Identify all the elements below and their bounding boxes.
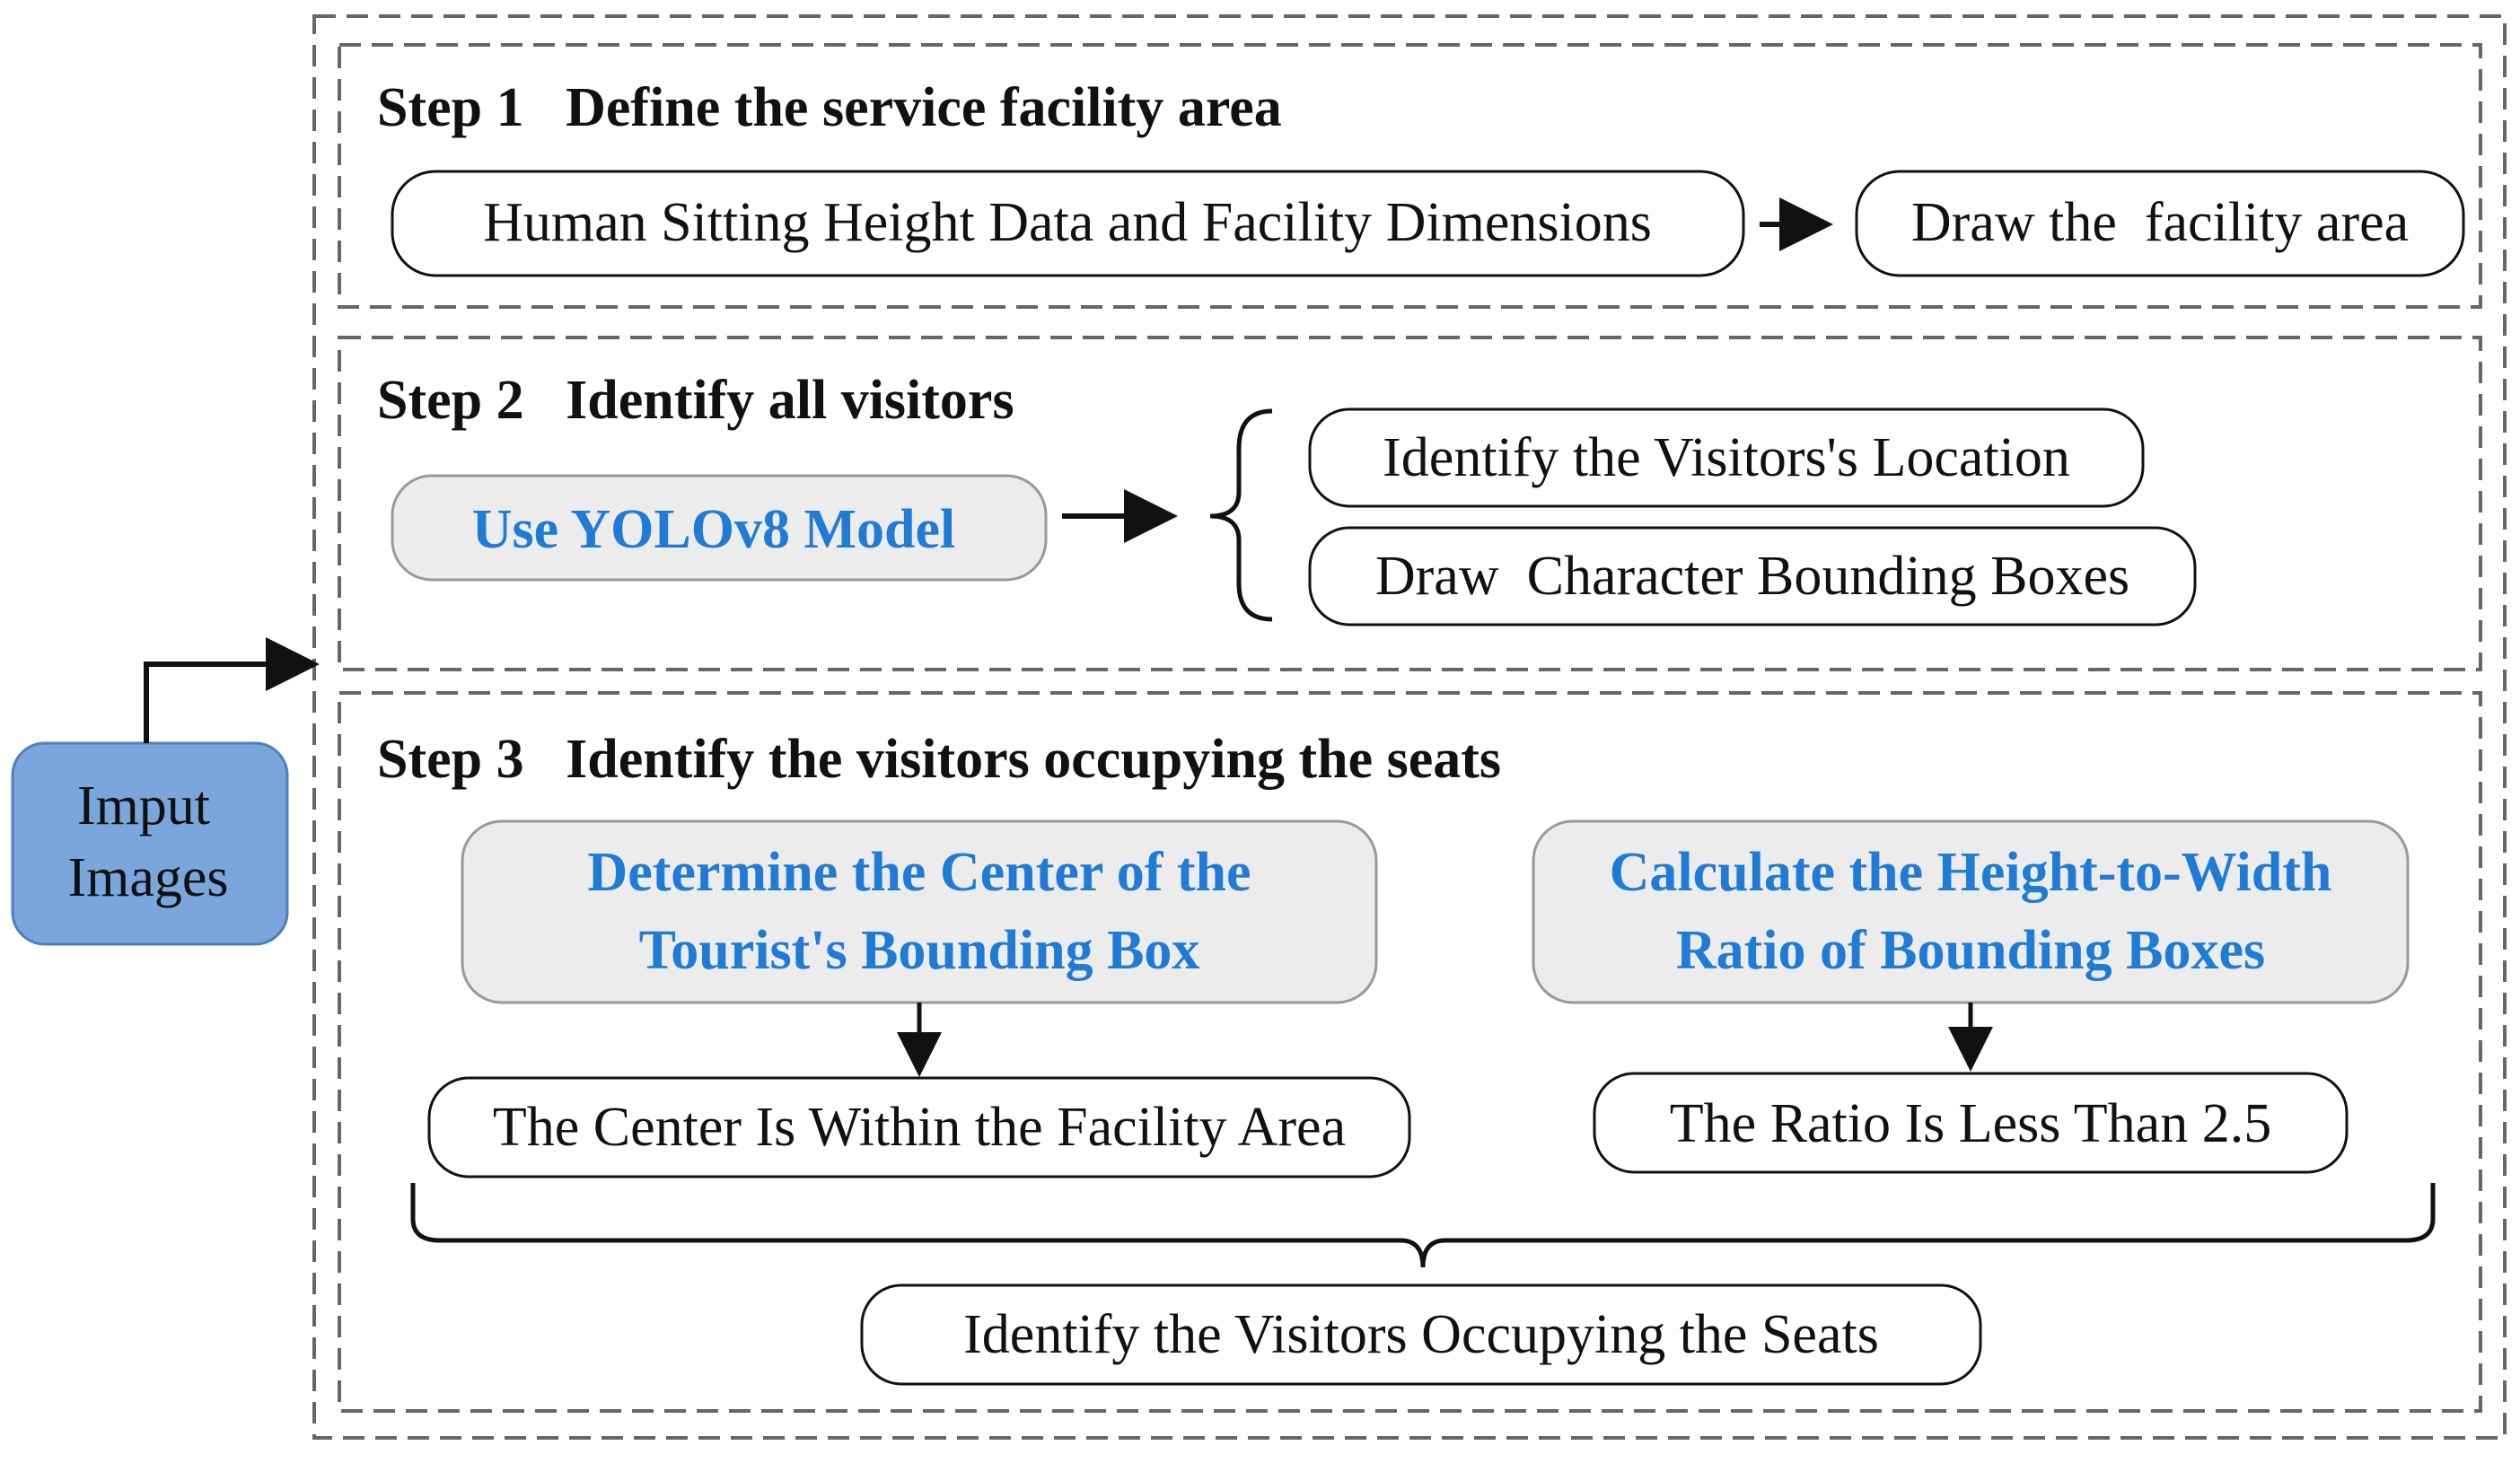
step1-draw-area-text: Draw the facility area bbox=[1910, 192, 2410, 253]
step2-model-text: Use YOLOv8 Model bbox=[471, 499, 956, 560]
step3-ratio-head-line1: Calculate the Height-to-Width bbox=[1609, 842, 2332, 903]
step3-center-result-text: The Center Is Within the Facility Area bbox=[492, 1097, 1347, 1158]
input-images-line2: Images bbox=[67, 847, 229, 908]
step3-center-head-line2: Tourist's Bounding Box bbox=[638, 920, 1200, 981]
step2-title: Step 2 Identify all visitors bbox=[377, 370, 1014, 431]
input-arrow bbox=[146, 664, 309, 743]
step1-data-text: Human Sitting Height Data and Facility Dimensions bbox=[483, 192, 1652, 253]
step1-title: Step 1 Define the service facility area bbox=[377, 77, 1282, 138]
input-images-line1: Imput bbox=[76, 775, 211, 837]
step2-brace bbox=[1210, 411, 1272, 619]
step3-ratio-head-line2: Ratio of Bounding Boxes bbox=[1675, 920, 2266, 981]
step2-location-text: Identify the Visitors's Location bbox=[1383, 427, 2070, 488]
step3-center-head-line1: Determine the Center of the bbox=[587, 842, 1251, 903]
step3-title: Step 3 Identify the visitors occupying the seats bbox=[377, 729, 1502, 790]
input-images-box bbox=[13, 743, 287, 944]
step3-ratio-result-text: The Ratio Is Less Than 2.5 bbox=[1669, 1093, 2272, 1154]
step3-final-text: Identify the Visitors Occupying the Seats bbox=[963, 1304, 1879, 1365]
step2-bbox-text: Draw Character Bounding Boxes bbox=[1374, 546, 2130, 607]
step3-merge-brace bbox=[413, 1183, 2433, 1267]
